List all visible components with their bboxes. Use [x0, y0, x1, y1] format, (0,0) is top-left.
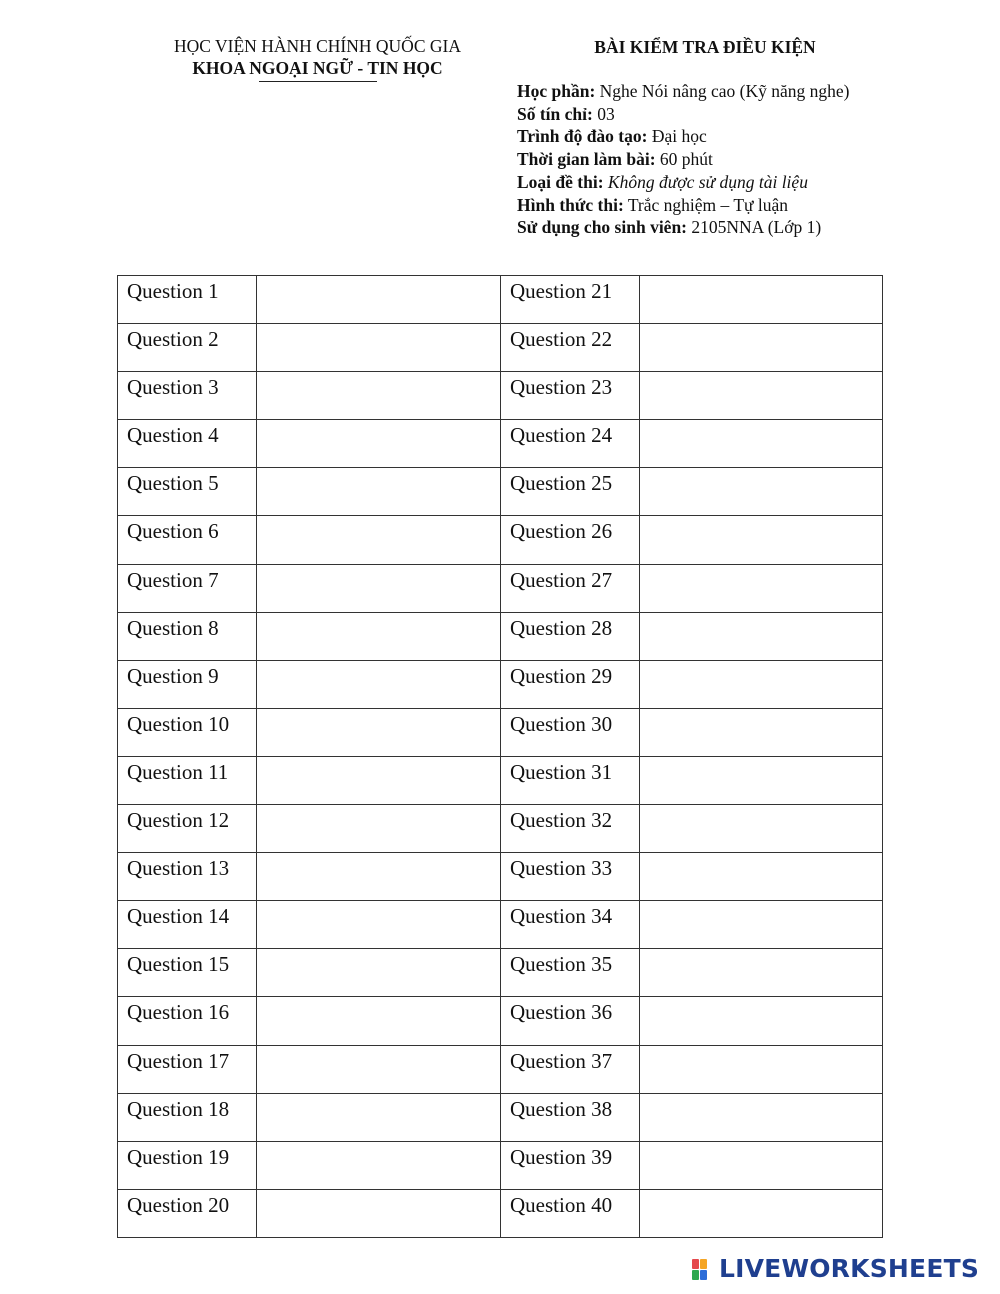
- question-label: Question 31: [501, 756, 640, 804]
- answer-cell[interactable]: [257, 1045, 501, 1093]
- exam-info-value: Trắc nghiệm – Tự luận: [627, 194, 789, 215]
- exam-info-label: Trình độ đào tạo:: [517, 126, 648, 147]
- brand-name: LIVEWORKSHEETS: [719, 1254, 980, 1283]
- question-label: Question 40: [501, 1189, 640, 1237]
- answer-cell[interactable]: [257, 1141, 501, 1189]
- question-label: Question 17: [118, 1045, 257, 1093]
- answer-cell[interactable]: [640, 516, 883, 564]
- table-row: [118, 372, 883, 420]
- question-label: Question 20: [118, 1189, 257, 1237]
- liveworksheets-logo-icon: [692, 1257, 716, 1281]
- exam-info-label: Loại đề thi:: [517, 171, 604, 192]
- question-label: Question 34: [501, 901, 640, 949]
- header-divider: [259, 81, 377, 82]
- table-row: [118, 324, 883, 372]
- answer-cell[interactable]: [640, 612, 883, 660]
- question-label: Question 30: [501, 708, 640, 756]
- answer-cell[interactable]: [257, 901, 501, 949]
- answer-cell[interactable]: [640, 420, 883, 468]
- exam-info-label: Thời gian làm bài:: [517, 149, 656, 170]
- answer-cell[interactable]: [257, 276, 501, 324]
- answer-cell[interactable]: [257, 756, 501, 804]
- answer-cell[interactable]: [640, 372, 883, 420]
- answer-cell[interactable]: [257, 949, 501, 997]
- answer-cell[interactable]: [640, 1141, 883, 1189]
- answer-cell[interactable]: [640, 276, 883, 324]
- question-label: Question 26: [501, 516, 640, 564]
- table-row: [118, 612, 883, 660]
- table-row: [118, 564, 883, 612]
- question-label: Question 27: [501, 564, 640, 612]
- table-row: [118, 1093, 883, 1141]
- table-row: [118, 708, 883, 756]
- answer-cell[interactable]: [640, 1045, 883, 1093]
- table-row: [118, 756, 883, 804]
- table-row: [118, 853, 883, 901]
- answer-cell[interactable]: [640, 997, 883, 1045]
- exam-info-row: [517, 125, 849, 148]
- exam-info-row: [517, 216, 849, 239]
- answer-cell[interactable]: [257, 997, 501, 1045]
- question-label: Question 5: [118, 468, 257, 516]
- exam-info-value: 2105NNA (Lớp 1): [691, 217, 822, 238]
- question-label: Question 23: [501, 372, 640, 420]
- table-row: [118, 660, 883, 708]
- table-row: [118, 901, 883, 949]
- answer-cell[interactable]: [257, 324, 501, 372]
- answer-cell[interactable]: [640, 853, 883, 901]
- table-row: [118, 1045, 883, 1093]
- exam-info-row: [517, 171, 849, 194]
- answer-cell[interactable]: [640, 901, 883, 949]
- answer-cell[interactable]: [640, 660, 883, 708]
- question-label: Question 35: [501, 949, 640, 997]
- question-label: Question 2: [118, 324, 257, 372]
- exam-info-row: [517, 80, 849, 103]
- exam-info-value: 03: [597, 103, 615, 124]
- table-row: [118, 1189, 883, 1237]
- answer-cell[interactable]: [640, 1189, 883, 1237]
- exam-info: [517, 80, 849, 239]
- question-label: Question 22: [501, 324, 640, 372]
- exam-info-value: Không được sử dụng tài liệu: [607, 171, 808, 192]
- answer-cell[interactable]: [257, 372, 501, 420]
- question-label: Question 38: [501, 1093, 640, 1141]
- answer-cell[interactable]: [640, 1093, 883, 1141]
- question-label: Question 37: [501, 1045, 640, 1093]
- answer-cell[interactable]: [640, 949, 883, 997]
- answer-cell[interactable]: [640, 756, 883, 804]
- question-label: Question 7: [118, 564, 257, 612]
- question-label: Question 36: [501, 997, 640, 1045]
- exam-info-row: [517, 103, 849, 126]
- question-label: Question 39: [501, 1141, 640, 1189]
- table-row: [118, 949, 883, 997]
- question-label: Question 9: [118, 660, 257, 708]
- exam-title: BÀI KIỂM TRA ĐIỀU KIỆN: [594, 37, 816, 57]
- table-row: [118, 1141, 883, 1189]
- exam-info-label: Học phần:: [517, 81, 596, 101]
- answer-cell[interactable]: [257, 564, 501, 612]
- question-label: Question 4: [118, 420, 257, 468]
- table-row: [118, 468, 883, 516]
- question-label: Question 25: [501, 468, 640, 516]
- answer-cell[interactable]: [257, 660, 501, 708]
- answer-cell[interactable]: [257, 708, 501, 756]
- institution-header: [140, 35, 495, 82]
- exam-info-value: Nghe Nói nâng cao (Kỹ năng nghe): [599, 81, 850, 101]
- table-row: [118, 997, 883, 1045]
- answer-cell[interactable]: [640, 708, 883, 756]
- exam-info-row: [517, 148, 849, 171]
- answer-cell[interactable]: [640, 805, 883, 853]
- answer-cell[interactable]: [257, 1189, 501, 1237]
- question-label: Question 1: [118, 276, 257, 324]
- question-label: Question 12: [118, 805, 257, 853]
- answer-cell[interactable]: [257, 805, 501, 853]
- table-row: [118, 420, 883, 468]
- table-row: [118, 805, 883, 853]
- answer-cell[interactable]: [257, 612, 501, 660]
- department-name: KHOA NGOẠI NGỮ - TIN HỌC: [192, 58, 443, 78]
- answer-cell[interactable]: [257, 1093, 501, 1141]
- question-label: Question 15: [118, 949, 257, 997]
- answer-cell[interactable]: [640, 564, 883, 612]
- question-label: Question 21: [501, 276, 640, 324]
- exam-info-label: Sử dụng cho sinh viên:: [517, 217, 688, 238]
- question-label: Question 3: [118, 372, 257, 420]
- question-label: Question 14: [118, 901, 257, 949]
- question-label: Question 32: [501, 805, 640, 853]
- question-label: Question 29: [501, 660, 640, 708]
- answer-table: [117, 275, 883, 1238]
- question-label: Question 10: [118, 708, 257, 756]
- question-label: Question 19: [118, 1141, 257, 1189]
- question-label: Question 16: [118, 997, 257, 1045]
- exam-info-value: 60 phút: [659, 149, 713, 170]
- table-row: [118, 276, 883, 324]
- exam-info-label: Hình thức thi:: [517, 194, 624, 215]
- question-label: Question 33: [501, 853, 640, 901]
- answer-cell[interactable]: [257, 420, 501, 468]
- exam-info-row: [517, 194, 849, 217]
- question-label: Question 28: [501, 612, 640, 660]
- exam-info-label: Số tín chỉ:: [517, 103, 593, 124]
- question-label: Question 18: [118, 1093, 257, 1141]
- question-label: Question 6: [118, 516, 257, 564]
- exam-info-value: Đại học: [651, 126, 707, 147]
- answer-cell[interactable]: [257, 853, 501, 901]
- answer-cell[interactable]: [640, 468, 883, 516]
- institution-name: HỌC VIỆN HÀNH CHÍNH QUỐC GIA: [174, 36, 461, 56]
- table-row: [118, 516, 883, 564]
- question-label: Question 11: [118, 756, 257, 804]
- question-label: Question 8: [118, 612, 257, 660]
- liveworksheets-brand: [692, 1255, 979, 1283]
- question-label: Question 13: [118, 853, 257, 901]
- answer-cell[interactable]: [640, 324, 883, 372]
- answer-cell[interactable]: [257, 516, 501, 564]
- answer-cell[interactable]: [257, 468, 501, 516]
- question-label: Question 24: [501, 420, 640, 468]
